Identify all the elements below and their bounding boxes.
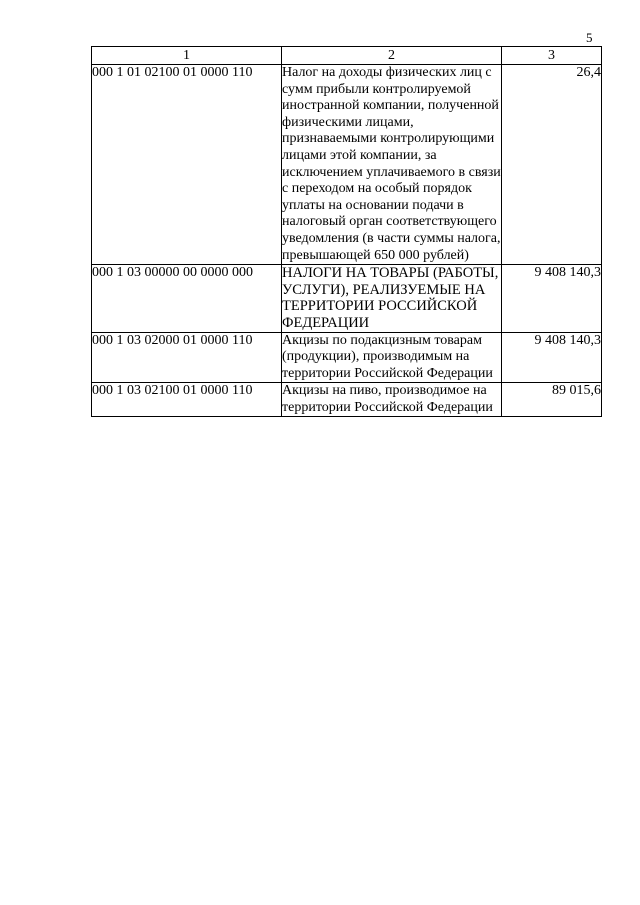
- table-row: [92, 383, 602, 417]
- revenue-amount: 9 408 140,3: [502, 265, 602, 332]
- revenue-name: Налог на доходы физических лиц с сумм прибыли контролируемой иностранной компании, полученной физическими лицами, признаваемыми контролирующими лицами этой компании, за исключением уплачиваемого в связи с переходом на особый порядок уплаты на основании подачи в налоговый орган соответствующего уведомления (в части суммы налога, превышающей 650 000 рублей): [282, 65, 502, 265]
- revenue-amount: 9 408 140,3: [502, 332, 602, 383]
- column-header-name: 2: [282, 47, 502, 65]
- table-row: [92, 65, 602, 265]
- page-number: 5: [586, 30, 593, 45]
- classification-code: 000 1 03 02000 01 0000 110: [92, 332, 282, 383]
- table-row: [92, 265, 602, 332]
- revenue-name: Акцизы на пиво, производимое на территории Российской Федерации: [282, 383, 502, 417]
- revenue-name: Акцизы по подакцизным товарам (продукции), производимым на территории Российской Федерации: [282, 332, 502, 383]
- column-header-code: 1: [92, 47, 282, 65]
- revenue-amount: 26,4: [502, 65, 602, 265]
- revenue-amount: 89 015,6: [502, 383, 602, 417]
- column-header-amount: 3: [502, 47, 602, 65]
- classification-code: 000 1 01 02100 01 0000 110: [92, 65, 282, 265]
- classification-code: 000 1 03 00000 00 0000 000: [92, 265, 282, 332]
- table-row: [92, 332, 602, 383]
- budget-revenue-table: [91, 46, 602, 417]
- revenue-name: НАЛОГИ НА ТОВАРЫ (РАБОТЫ, УСЛУГИ), РЕАЛИЗУЕМЫЕ НА ТЕРРИТОРИИ РОССИЙСКОЙ ФЕДЕРАЦИИ: [282, 265, 502, 332]
- classification-code: 000 1 03 02100 01 0000 110: [92, 383, 282, 417]
- table-header-row: [92, 47, 602, 65]
